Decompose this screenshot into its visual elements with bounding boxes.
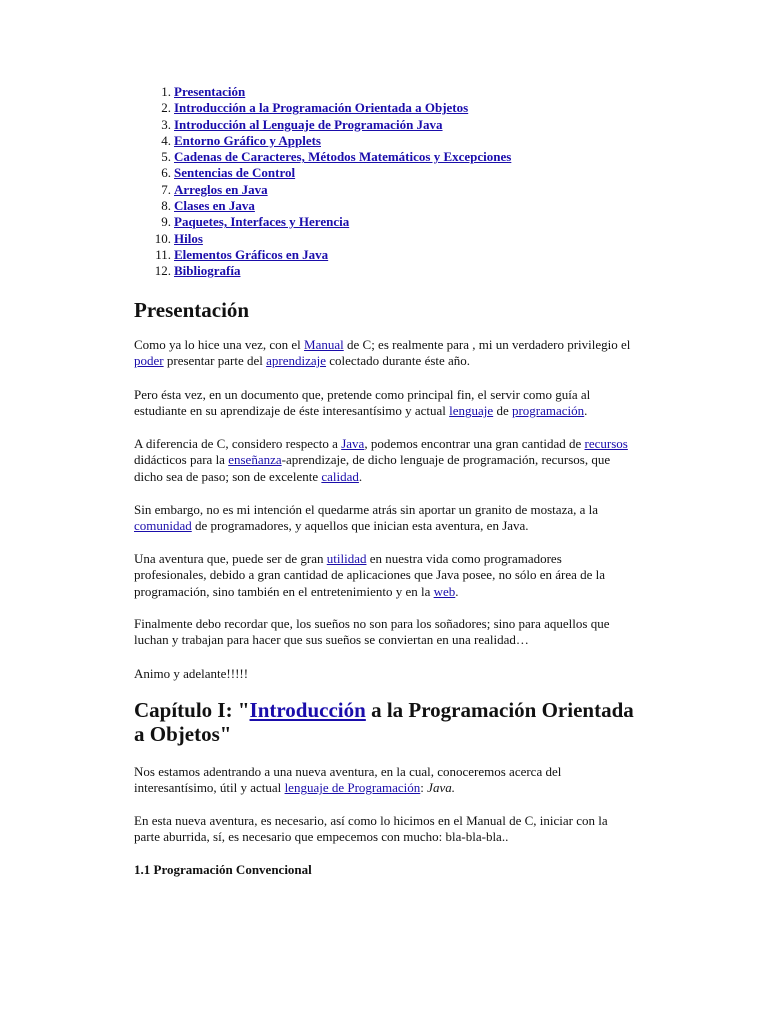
chapter-title: Capítulo I: "Introducción a la Programación Orientada a Objetos" <box>134 698 634 746</box>
paragraph: Animo y adelante!!!!! <box>134 666 249 681</box>
paragraph: Nos estamos adentrando a una nueva aventura, en la cual, conoceremos acerca del interesantísimo, útil y actual lenguaje de Programación: Java. <box>134 764 562 796</box>
toc-link-elementos-graficos[interactable]: Elementos Gráficos en Java <box>174 246 329 262</box>
link-programacion[interactable]: programación <box>511 403 585 419</box>
link-recursos[interactable]: recursos <box>584 436 628 451</box>
toc-item: 3. Introducción al Lenguaje de Programación Java <box>161 116 443 132</box>
toc-item: 12. Bibliografía <box>154 263 241 279</box>
toc-link-introduccion-java[interactable]: Introducción al Lenguaje de Programación Java <box>174 116 443 132</box>
subsection-title: 1.1 Programación Convencional <box>134 862 312 877</box>
toc-link-presentacion[interactable]: Presentación <box>174 84 246 99</box>
link-aprendizaje[interactable]: aprendizaje <box>266 353 327 369</box>
paragraph: Pero ésta vez, en un documento que, pretende como principal fin, el servir como guía al estudiante en su aprendizaje de éste interesantísimo y actual lenguaje de programación. <box>134 387 591 419</box>
link-java[interactable]: Java <box>341 436 365 451</box>
link-calidad[interactable]: calidad <box>321 468 359 484</box>
paragraph: A diferencia de C, considero respecto a Java, podemos encontrar una gran cantidad de recursos didácticos para la enseñanza-aprendizaje, de dicho lenguaje de programación, recursos, que dicho sea de paso; son de excelente calidad. <box>134 436 628 484</box>
toc-link-paquetes[interactable]: Paquetes, Interfaces y Herencia <box>174 214 350 230</box>
toc-item: 4. Entorno Gráfico y Applets <box>161 132 321 148</box>
toc-item: 9. Paquetes, Interfaces y Herencia <box>161 214 350 230</box>
toc-item: 1. Presentación <box>161 84 246 99</box>
link-lenguaje[interactable]: lenguaje <box>449 403 494 419</box>
toc-item: 7. Arreglos en Java <box>161 181 268 197</box>
toc-item: 6. Sentencias de Control <box>161 165 296 181</box>
toc-link-entorno-grafico[interactable]: Entorno Gráfico y Applets <box>174 132 321 148</box>
paragraph: Una aventura que, puede ser de gran utilidad en nuestra vida como programadores profesionales, debido a gran cantidad de aplicaciones que Java posee, no sólo en área de la programación, sino también en el entretenimiento y en la web. <box>134 551 606 599</box>
toc-link-sentencias[interactable]: Sentencias de Control <box>174 165 296 181</box>
toc-item: 11. Elementos Gráficos en Java <box>155 246 329 262</box>
paragraph: Sin embargo, no es mi intención el quedarme atrás sin aportar un granito de mostaza, a la comunidad de programadores, y aquellos que inician esta aventura, en Java. <box>134 502 599 534</box>
toc-link-hilos[interactable]: Hilos <box>174 230 203 246</box>
link-poder[interactable]: poder <box>134 353 164 369</box>
link-utilidad[interactable]: utilidad <box>326 551 367 566</box>
paragraph: En esta nueva aventura, es necesario, así como lo hicimos en el Manual de C, iniciar con la parte aburrida, sí, es necesario que empecemos con mucho: bla-bla-bla.. <box>134 813 608 845</box>
toc-item: 5. Cadenas de Caracteres, Métodos Matemáticos y Excepciones <box>161 149 512 165</box>
link-introduccion[interactable]: Introducción <box>249 698 366 722</box>
toc-item: 10. Hilos <box>154 230 203 246</box>
link-ensenanza[interactable]: enseñanza <box>228 452 282 468</box>
toc-link-cadenas[interactable]: Cadenas de Caracteres, Métodos Matemáticos y Excepciones <box>174 149 512 165</box>
link-web[interactable]: web <box>433 583 456 599</box>
paragraph: Finalmente debo recordar que, los sueños no son para los soñadores; sino para aquellos que luchan y trabajan para hacer que sus sueños se conviertan en una realidad… <box>134 616 610 648</box>
toc-item: 8. Clases en Java <box>161 198 255 214</box>
toc-link-introduccion-poo[interactable]: Introducción a la Programación Orientada a Objetos <box>174 100 469 116</box>
link-comunidad[interactable]: comunidad <box>134 518 192 534</box>
link-lenguaje-programacion[interactable]: lenguaje de Programación <box>284 780 421 796</box>
table-of-contents <box>134 84 511 280</box>
link-manual[interactable]: Manual <box>304 337 344 352</box>
paragraph: Como ya lo hice una vez, con el Manual de C; es realmente para , mi un verdadero privilegio el poder presentar parte del aprendizaje colectado durante éste año. <box>134 337 631 369</box>
toc-item: 2. Introducción a la Programación Orientada a Objetos <box>161 100 469 116</box>
toc-link-arreglos[interactable]: Arreglos en Java <box>174 181 268 197</box>
toc-link-clases[interactable]: Clases en Java <box>174 198 255 214</box>
section-title-presentacion: Presentación <box>134 298 250 322</box>
toc-link-bibliografia[interactable]: Bibliografía <box>174 263 241 279</box>
